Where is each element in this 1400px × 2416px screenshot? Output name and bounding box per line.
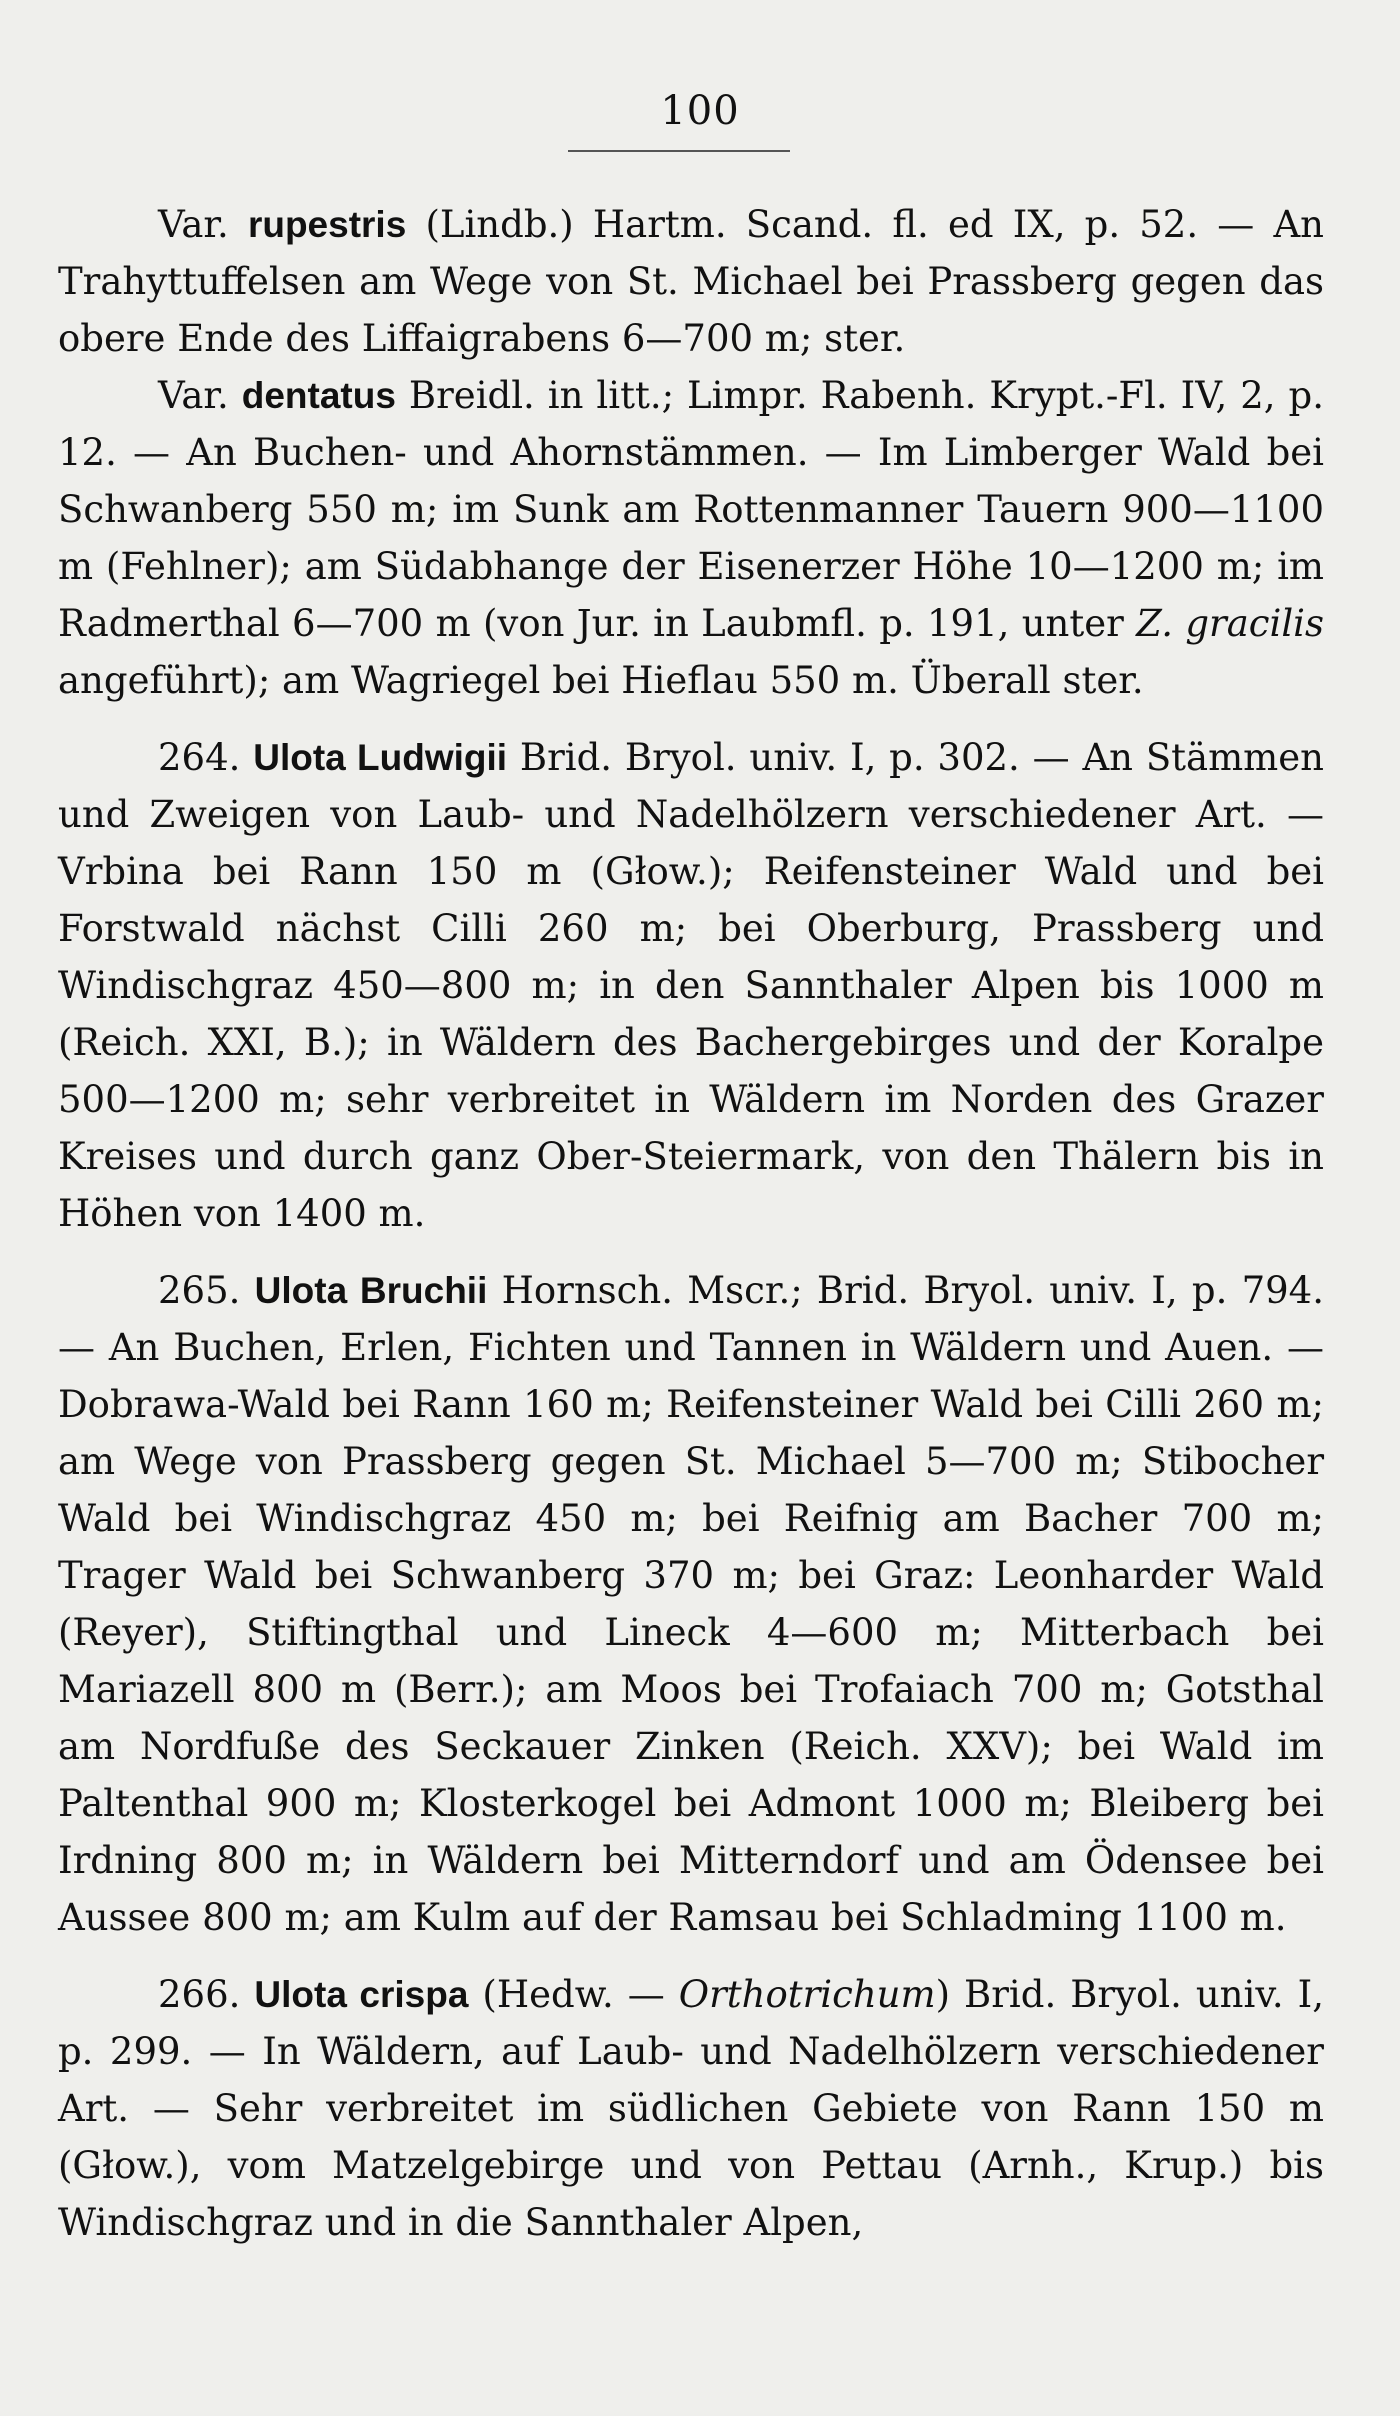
- entry-prefix: 266.: [158, 1973, 255, 2016]
- taxon-name: Ulota Bruchii: [254, 1270, 488, 1311]
- entry-prefix: 265.: [158, 1269, 255, 1312]
- entry-prefix: 264.: [158, 736, 254, 779]
- entry-264-ulota-ludwigii: [58, 729, 1324, 1242]
- entry-text: (Lindb.) Hartm. Scand. fl. ed IX, p. 52. — An Trahyttuffelsen am Wege von St. Michael bei Prassberg gegen das obere Ende des Liffaigrabens 6—700 m; ster.: [58, 203, 1325, 360]
- entry-text: (Hedw. —: [468, 1973, 679, 2016]
- italic-taxon: Z. gracilis: [1136, 602, 1324, 645]
- entry-266-ulota-crispa: [58, 1966, 1324, 2251]
- taxon-name: Ulota crispa: [254, 1974, 469, 2015]
- entry-var-rupestris: [58, 196, 1324, 367]
- page-body: [58, 196, 1324, 2251]
- taxon-name: Ulota Ludwigii: [253, 737, 508, 778]
- page-number: 100: [660, 88, 740, 134]
- entry-text: Hornsch. Mscr.; Brid. Bryol. univ. I, p. 794. — An Buchen, Erlen, Fichten und Tannen in Wäldern und Auen. — Dobrawa-Wald bei Rann 160 m; Reifensteiner Wald bei Cilli 260 m; am Wege von Prassberg gegen St. Michael 5—700 m; Stibocher Wald bei Windischgraz 450 m; bei Reifnig am Bacher 700 m; Trager Wald bei Schwanberg 370 m; bei Graz: Leonharder Wald (Reyer), Stiftingthal und Lineck 4—600 m; Mitterbach bei Mariazell 800 m (Berr.); am Moos bei Trofaiach 700 m; Gotsthal am Nordfuße des Seckauer Zinken (Reich. XXV); bei Wald im Paltenthal 900 m; Klosterkogel bei Admont 1000 m; Bleiberg bei Irdning 800 m; in Wäldern bei Mitterndorf und am Ödensee bei Aussee 800 m; am Kulm auf der Ramsau bei Schladming 1100 m.: [58, 1269, 1324, 1939]
- entry-text-after: ) Brid. Bryol. univ. I, p. 299. — In Wäldern, auf Laub- und Nadelhölzern verschiedener Art. — Sehr verbreitet im südlichen Gebiete von Rann 150 m (Głow.), vom Matzelgebirge und von Pettau (Arnh., Krup.) bis Windischgraz und in die Sannthaler Alpen,: [58, 1973, 1324, 2244]
- taxon-name: dentatus: [241, 375, 396, 416]
- italic-genus: Orthotrichum: [678, 1973, 936, 2016]
- entry-265-ulota-bruchii: [58, 1262, 1324, 1946]
- entry-var-dentatus: [58, 367, 1324, 709]
- entry-text-after: angeführt); am Wagriegel bei Hieflau 550 m. Überall ster.: [58, 659, 1144, 702]
- entry-prefix: Var.: [158, 374, 242, 417]
- entry-text: Breidl. in litt.; Limpr. Rabenh. Krypt.-Fl. IV, 2, p. 12. — An Buchen- und Ahornstämmen. — Im Limberger Wald bei Schwanberg 550 m; im Sunk am Rottenmanner Tauern 900—1100 m (Fehlner); am Südabhange der Eisenerzer Höhe 10—1200 m; im Radmerthal 6—700 m (von Jur. in Laubmfl. p. 191, unter: [58, 374, 1324, 645]
- header-rule: [568, 150, 790, 152]
- taxon-name: rupestris: [247, 204, 407, 245]
- entry-prefix: Var.: [158, 203, 248, 246]
- entry-text: Brid. Bryol. univ. I, p. 302. — An Stämmen und Zweigen von Laub- und Nadelhölzern verschiedener Art. — Vrbina bei Rann 150 m (Głow.); Reifensteiner Wald und bei Forstwald nächst Cilli 260 m; bei Oberburg, Prassberg und Windischgraz 450—800 m; in den Sannthaler Alpen bis 1000 m (Reich. XXI, B.); in Wäldern des Bachergebirges und der Koralpe 500—1200 m; sehr verbreitet in Wäldern im Norden des Grazer Kreises und durch ganz Ober-Steiermark, von den Thälern bis in Höhen von 1400 m.: [58, 736, 1324, 1235]
